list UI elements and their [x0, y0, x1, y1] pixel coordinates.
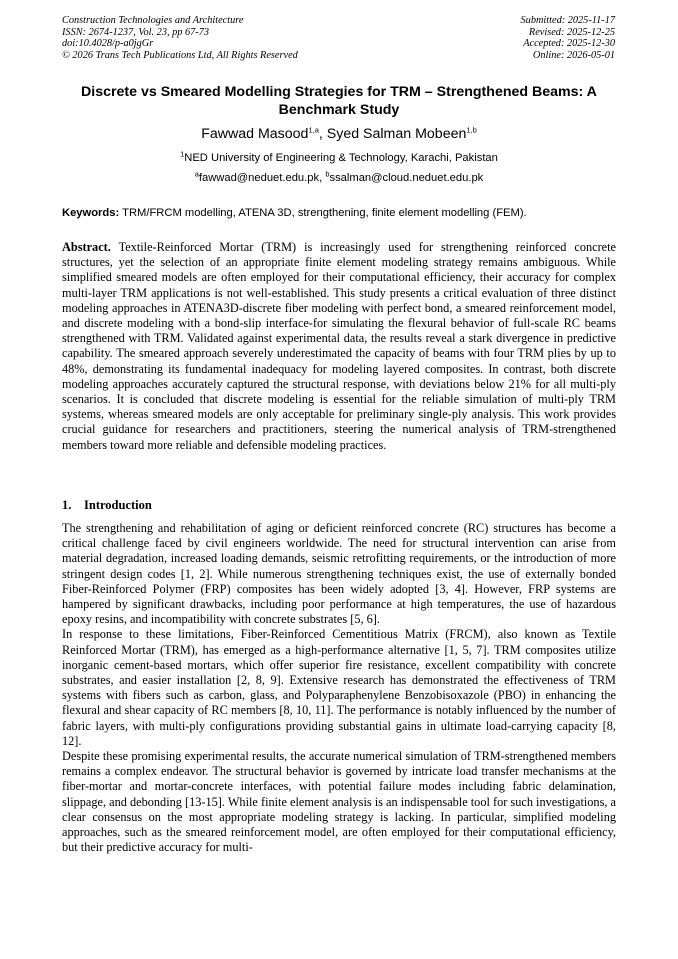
keywords-label: Keywords: [62, 207, 120, 219]
publication-dates [415, 15, 615, 62]
section-title: Introduction [84, 498, 152, 512]
doi[interactable]: doi:10.4028/p-a0jgGr [62, 38, 154, 50]
author-name: Syed Salman Mobeen [326, 126, 467, 142]
email-mark: a [194, 169, 199, 179]
submitted-date: Submitted: 2025-11-17 [520, 15, 615, 26]
keywords [62, 206, 616, 220]
author-name: Fawwad Masood [201, 126, 309, 142]
revised-date: Revised: 2025-12-25 [528, 26, 615, 38]
email-separator: , [319, 172, 326, 184]
journal-info [62, 15, 362, 62]
email-mark: b [325, 169, 330, 179]
journal-name: Construction Technologies and Architecture [62, 15, 244, 26]
paragraph: Despite these promising experimental results, the accurate numerical simulation of TRM-strengthened members remains a complex endeavor. The structural behavior is governed by intricate load transfer mechanisms at the fiber-mortar and mortar-concrete interfaces, with potential failure modes including fabric delamination, slippage, and debonding [13-15]. While finite element analysis is an indispensable tool for such investigations, a clear consensus on the most appropriate modeling strategy is lacking. In particular, simplified modeling approaches, such as the smeared reinforcement model, are often employed for their computational efficiency, but their predictive accuracy for multi- [62, 749, 616, 855]
author-affiliation-mark: 1,b [466, 125, 477, 135]
author-emails [62, 171, 616, 185]
paper-title: Discrete vs Smeared Modelling Strategies for TRM – Strengthened Beams: A Benchmark Study [81, 84, 597, 118]
email-link[interactable]: ssalman@cloud.neduet.edu.pk [329, 172, 484, 184]
email-link[interactable]: fawwad@neduet.edu.pk [198, 172, 320, 184]
section-heading-introduction [62, 498, 152, 513]
affiliation-text: NED University of Engineering & Technology, Karachi, Pakistan [184, 152, 498, 164]
issn-volume: ISSN: 2674-1237, Vol. 23, pp 67-73 [62, 26, 210, 38]
paragraph: The strengthening and rehabilitation of aging or deficient reinforced concrete (RC) structures has become a critical challenge faced by civil engineers worldwide. The need for structural intervention can arise from material degradation, increased loading demands, seismic retrofitting requirements, or the introduction of more stringent design codes [1, 2]. While numerous strengthening techniques exist, the use of externally bonded Fiber-Reinforced Polymer (FRP) composites has been widely adopted [3, 4]. However, FRP systems are hampered by significant drawbacks, including poor performance at high temperatures, the use of hazardous epoxy resins, and incompatibility with concrete substrates [5, 6]. [62, 521, 616, 627]
section-number: 1. [62, 498, 72, 512]
online-date: Online: 2026-05-01 [532, 50, 615, 62]
abstract [62, 240, 616, 453]
paragraph: In response to these limitations, Fiber-Reinforced Cementitious Matrix (FRCM), also known as Textile Reinforced Mortar (TRM), has emerged as a high-performance alternative [1, 5, 7]. TRM composites utilize inorganic cement-based mortars, which offer superior fire resistance, excellent compatibility with concrete substrates, and easier installation [2, 8, 9]. Extensive research has demonstrated the effectiveness of TRM systems with fibers such as carbon, glass, and Polyparaphenylene Benzobisoxazole (PBO) in enhancing the flexural and shear capacity of RC members [8, 10, 11]. The performance is notably influenced by the number of fabric layers, with multi-ply configurations providing substantial gains in ultimate load-carrying capacity [8, 12]. [62, 627, 616, 748]
accepted-date: Accepted: 2025-12-30 [523, 38, 615, 50]
abstract-text: Textile-Reinforced Mortar (TRM) is increasingly used for strengthening reinforced concrete structures, yet the selection of an appropriate finite element modeling strategy remains ambiguous. While simplified smeared models are often employed for their computational efficiency, their accuracy for complex multi-layer TRM applications is not well-established. This study presents a critical evaluation of three distinct modeling approaches in ATENA3D-discrete fiber modeling with perfect bond, a smeared reinforcement model, and discrete modeling with a bond-slip interface-for simulating the flexural behavior of full-scale RC beams strengthened with TRM. Validated against experimental data, the results reveal a stark divergence in predictive capability. The smeared approach severely underestimated the capacity of beams with four TRM plies by up to 48%, demonstrating its fundamental inadequacy for modeling layered composites. In contrast, both discrete modeling approaches accurately captured the structural response, with deviations below 21% for all multi-ply scenarios. It is concluded that discrete modeling is essential for the reliable simulation of multi-ply TRM systems, whereas smeared models are only acceptable for preliminary single-ply analysis. This work provides crucial guidance for researchers and practitioners, steering the numerical analysis of TRM-strengthened members toward more reliable and defensible modeling practices. [62, 240, 616, 452]
affiliation-mark: 1 [180, 149, 185, 159]
author-separator: , [318, 126, 327, 142]
copyright: © 2026 Trans Tech Publications Ltd, All Rights Reserved [62, 50, 298, 62]
affiliation [62, 151, 616, 165]
abstract-label: Abstract. [62, 240, 111, 254]
author-affiliation-mark: 1,a [308, 125, 319, 135]
introduction-body [62, 521, 616, 855]
author-list [62, 125, 616, 143]
keywords-text: TRM/FRCM modelling, ATENA 3D, strengthening, finite element modelling (FEM). [122, 207, 527, 219]
